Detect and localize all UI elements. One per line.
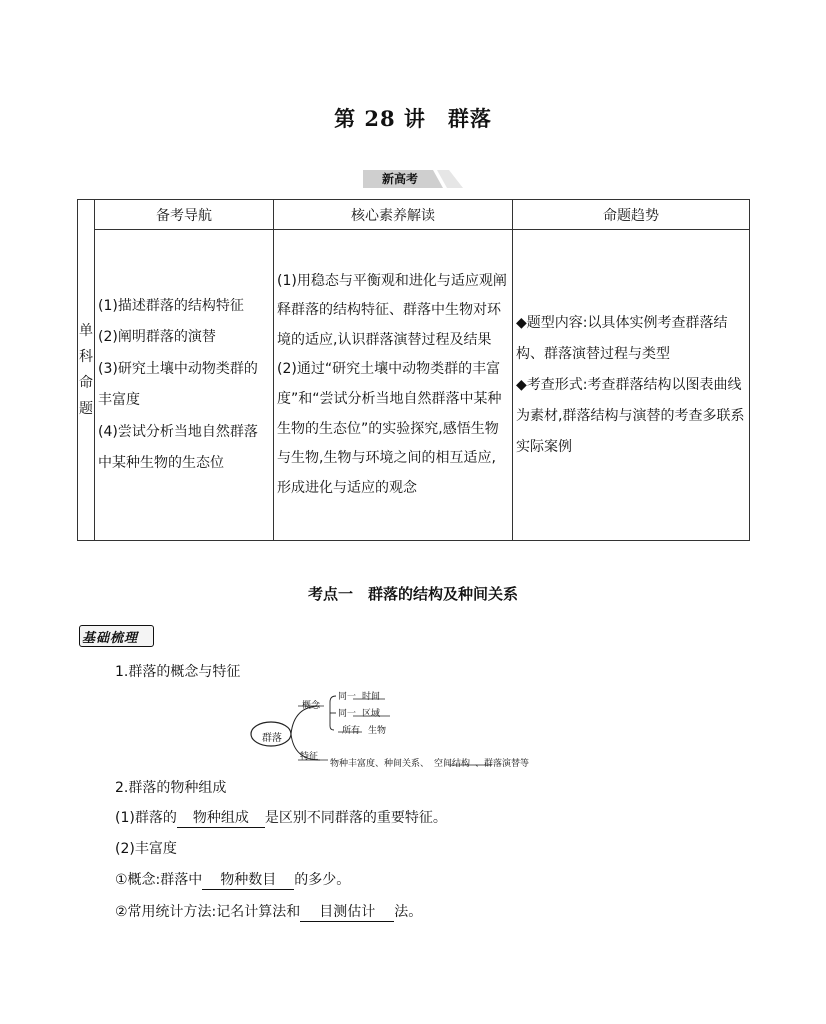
para-richness-method: ②常用统计方法:记名计算法和 目测估计 法。 bbox=[115, 904, 423, 920]
diagram-branch-feature: 特征 bbox=[300, 752, 319, 762]
header-core-literacy: 核心素养解读 bbox=[274, 200, 513, 230]
prep-item: (1)描述群落的结构特征 bbox=[98, 297, 244, 314]
para-richness-concept: ①概念:群落中 物种数目 的多少。 bbox=[115, 872, 351, 888]
heading-concept: 1.群落的概念与特征 bbox=[115, 664, 241, 680]
prep-item: (3)研究土壤中动物类群的丰富度 bbox=[98, 360, 258, 408]
prep-guide-cell bbox=[95, 230, 274, 541]
diagram-line-1: 同一 时间 bbox=[338, 692, 381, 702]
trend-cell bbox=[513, 230, 750, 541]
blank-answer: 目测估计 bbox=[300, 903, 394, 922]
heading-composition: 2.群落的物种组成 bbox=[115, 780, 227, 796]
para-richness: (2)丰富度 bbox=[115, 841, 177, 857]
page-title: 第 28 讲 群落 bbox=[334, 106, 492, 131]
table-body-row bbox=[78, 230, 750, 541]
blank-answer: 物种数目 bbox=[202, 871, 294, 890]
diagram-feature-line: 物种丰富度、种间关系、 空间结构 、群落演替等 bbox=[330, 759, 530, 769]
prep-item: (2)阐明群落的演替 bbox=[98, 329, 216, 345]
side-label: 单 科 命 题 bbox=[79, 323, 93, 417]
badge-label: 新高考 bbox=[381, 172, 418, 186]
section-title: 考点一 群落的结构及种间关系 bbox=[307, 585, 518, 603]
core-literacy-cell: (1)用稳态与平衡观和进化与适应观阐释群落的结构特征、群落中生物对环境的适应,认识群落演替过程及结果 (2)通过“研究土壤中动物类群的丰富度”和“尝试分析当地自然群落中某种生物的生态位”的实验探究,感悟生物与生物,生物与环境之间的相互适应,形成进化与适应的观念 bbox=[274, 230, 513, 541]
para-composition: (1)群落的 物种组成 是区别不同群落的重要特征。 bbox=[115, 810, 447, 826]
diagram-branch-concept: 概念 bbox=[302, 701, 321, 711]
header-trend: 命题趋势 bbox=[513, 200, 750, 230]
diagram-center: 群落 bbox=[262, 733, 282, 744]
trend-item: ◆题型内容:以具体实例考查群落结构、群落演替过程与类型 bbox=[516, 314, 728, 362]
trend-item: ◆考查形式:考查群落结构以图表曲线为素材,群落结构与演替的考查多联系实际案例 bbox=[516, 376, 745, 455]
blank-answer: 物种组成 bbox=[177, 809, 265, 828]
prep-item: (4)尝试分析当地自然群落中某种生物的生态位 bbox=[98, 423, 258, 471]
diagram-line-2: 同一 区域 bbox=[338, 709, 381, 719]
curriculum-table bbox=[77, 199, 750, 541]
table-header-row bbox=[78, 200, 750, 230]
diagram-line-3: 所有 生物 bbox=[342, 726, 387, 736]
side-label-cell bbox=[78, 200, 95, 541]
header-prep-guide: 备考导航 bbox=[95, 200, 274, 230]
tag-label: 基础梳理 bbox=[82, 631, 139, 646]
